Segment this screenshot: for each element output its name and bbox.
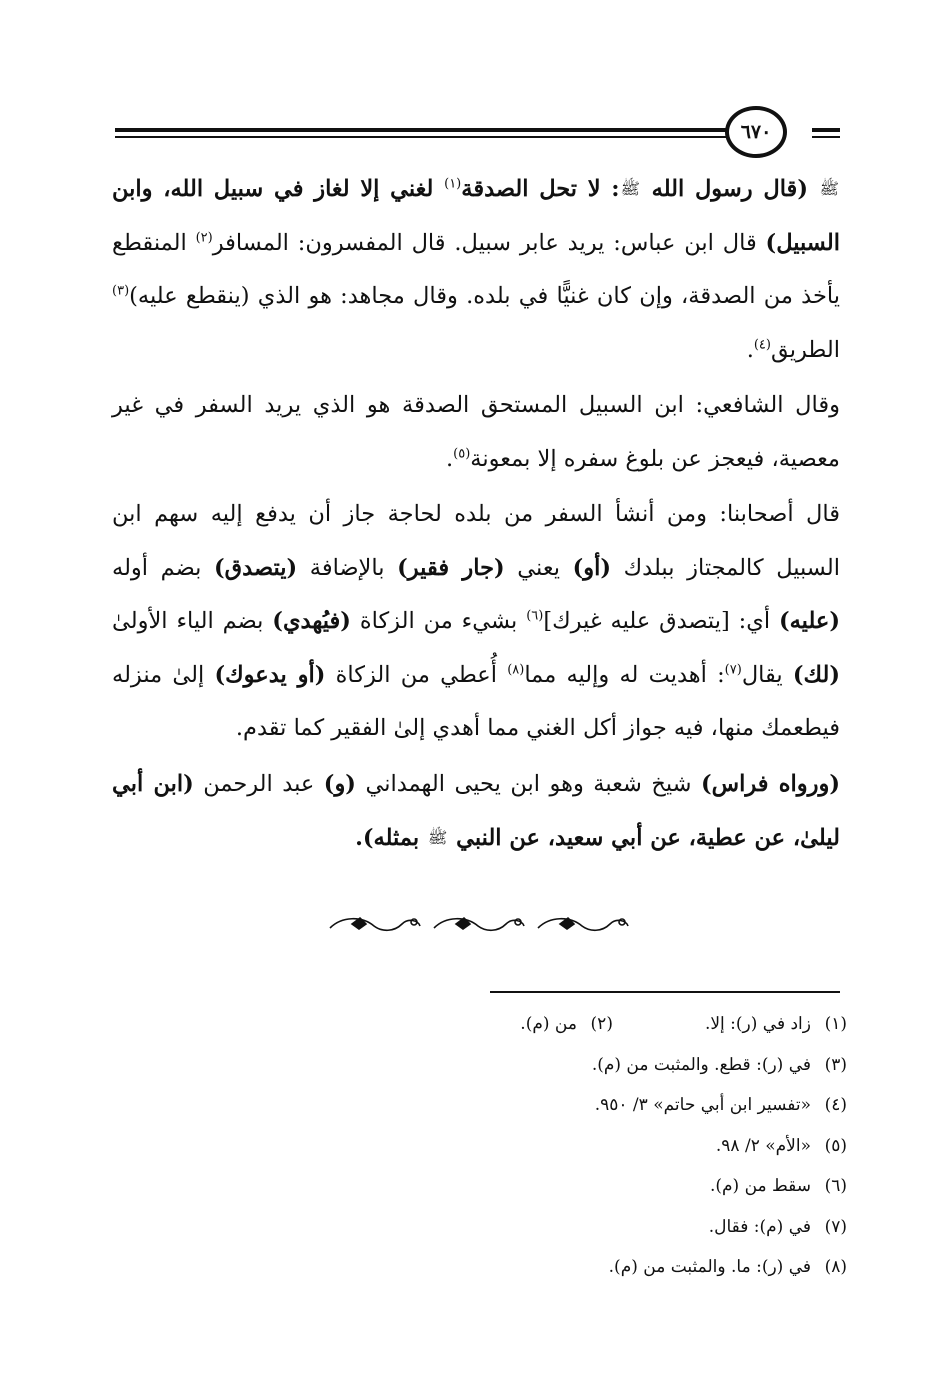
text-run: وقال الشافعي: ابن السبيل المستحق الصدقة هو الذي يريد السفر في غير معصية، فيعجز عن بلوغ سفره إلا بمعونة bbox=[112, 392, 840, 472]
footnote-text: في (م): فقال. bbox=[708, 1216, 811, 1237]
bold-text: لغني إلا لغاز في سبيل الله، وابن السبيل) bbox=[112, 176, 840, 256]
footnote-number: (٣) bbox=[824, 1054, 847, 1075]
footnote-text: في (ر): قطع. والمثبت من (م). bbox=[591, 1054, 811, 1075]
ornament-swirl-1 bbox=[330, 918, 420, 930]
footnote-row bbox=[367, 1085, 847, 1126]
bold-text: (فيُهدي) bbox=[272, 608, 351, 634]
ornament-swirl-3 bbox=[538, 918, 628, 930]
text-run: أُعطي من الزكاة bbox=[325, 661, 508, 688]
footnote-number: (٥) bbox=[824, 1135, 847, 1156]
footnote-number: (٦) bbox=[824, 1176, 847, 1196]
text-run: عبد الرحمن bbox=[193, 770, 324, 797]
text-run: شيخ شعبة وهو ابن يحيى الهمداني bbox=[355, 770, 702, 797]
footnote-row bbox=[367, 1166, 847, 1207]
footnote-text: «الأم» ٢/ ٩٨. bbox=[715, 1135, 811, 1156]
footnote-marker: (٥) bbox=[453, 446, 471, 461]
text-run: بشيء من الزكاة bbox=[350, 608, 527, 634]
text-run: أي: [يتصدق عليه غيرك] bbox=[543, 608, 779, 634]
footnote-number: (٤) bbox=[824, 1095, 847, 1115]
footnote-row bbox=[367, 1207, 847, 1248]
bold-text: (و) bbox=[323, 770, 356, 797]
bold-text: (أو يدعوك) bbox=[214, 661, 326, 688]
bold-text: (لك) bbox=[792, 661, 840, 688]
bold-text: (ورواه فراس) bbox=[701, 770, 841, 797]
footnote-marker: (٤) bbox=[753, 337, 771, 352]
paragraph bbox=[112, 488, 840, 756]
footnote-marker: (٢) bbox=[195, 230, 213, 245]
text-run: قال ابن عباس: يريد عابر سبيل. قال المفسرون: المسافر bbox=[212, 229, 766, 256]
header-thick-line bbox=[115, 128, 729, 132]
text-run: قال أصحابنا: ومن أنشأ السفر من بلده لحاجة جاز أن يدفع إليه سهم ابن السبيل كالمجتاز ببلدك bbox=[112, 501, 840, 581]
page-number: ٦٧٠ bbox=[725, 106, 787, 158]
bold-text: (أو) bbox=[572, 554, 612, 581]
text-run: بضم أوله bbox=[112, 554, 215, 581]
page-header bbox=[115, 104, 840, 164]
bold-text: (عليه) bbox=[778, 608, 840, 634]
text-run: . bbox=[446, 445, 454, 472]
footnote-row bbox=[367, 1045, 847, 1086]
text-run: إلىٰ منزله فيطعمك منها، فيه جواز أكل الغني مما أهدي إلىٰ الفقير كما تقدم. bbox=[112, 661, 840, 741]
text-run: . bbox=[746, 336, 754, 363]
ornament-swirl-2 bbox=[434, 918, 524, 930]
bold-text: بمثله). bbox=[355, 825, 427, 851]
footnote-row bbox=[367, 1247, 847, 1288]
footnote-row-1 bbox=[367, 1004, 847, 1045]
footnote-number: (٧) bbox=[824, 1216, 847, 1237]
footnote-text: زاد في (ر): إلا. bbox=[704, 1014, 811, 1034]
footnote-number: (١) bbox=[824, 1014, 847, 1034]
text-run: يعني bbox=[504, 554, 573, 581]
footnote-text: في (ر): ما. والمثبت من (م). bbox=[608, 1257, 811, 1277]
paragraph bbox=[112, 162, 840, 377]
footnote-number: (٨) bbox=[824, 1257, 847, 1277]
footnotes bbox=[367, 1004, 847, 1288]
footnote-marker: (٦) bbox=[526, 608, 544, 624]
footnote-marker: (١) bbox=[444, 176, 462, 192]
paragraph bbox=[112, 379, 840, 486]
footnote-number: (٢) bbox=[590, 1014, 613, 1034]
footnote-marker: (٧) bbox=[724, 662, 742, 677]
header-rule-tail bbox=[812, 128, 840, 138]
text-run: المنقطع يأخذ من الصدقة، وإن كان غنيًّا في بلده. وقال مجاهد: هو الذي (ينقطع عليه) bbox=[112, 229, 840, 309]
text-run: بضم الياء الأولىٰ bbox=[112, 608, 273, 634]
ornament-divider-icon bbox=[322, 910, 632, 938]
text-run: بالإضافة bbox=[297, 554, 398, 581]
footnote-gap bbox=[613, 1004, 705, 1045]
header-double-rule bbox=[115, 124, 729, 142]
bold-text: (يتصدق) bbox=[214, 554, 298, 581]
text-run: الطريق bbox=[770, 336, 840, 363]
footnote-marker: (٣) bbox=[112, 283, 130, 299]
footnote-marker: (٨) bbox=[507, 662, 525, 677]
bold-text: (جار فقير) bbox=[397, 554, 505, 581]
bold-text: (ابن أبي ليلىٰ، عن عطية، عن أبي سعيد، عن النبي bbox=[112, 770, 840, 851]
footnote-text: سقط من (م). bbox=[709, 1176, 811, 1196]
paragraph bbox=[112, 758, 840, 866]
honorific-glyph: ﷺ bbox=[819, 179, 839, 198]
footnote-row bbox=[367, 1126, 847, 1167]
text-run: يقال bbox=[741, 661, 793, 688]
bold-text: : لا تحل الصدقة bbox=[461, 176, 620, 202]
footnote-text: من (م). bbox=[520, 1014, 577, 1034]
footnote-text: «تفسير ابن أبي حاتم» ٣/ ٩٥٠. bbox=[594, 1095, 811, 1115]
bold-text: (قال رسول الله bbox=[640, 176, 819, 202]
honorific-glyph: ﷺ bbox=[620, 179, 640, 198]
honorific-glyph: ﷺ bbox=[427, 828, 448, 847]
main-text bbox=[112, 162, 840, 866]
text-run: : أهديت له وإليه مما bbox=[524, 661, 725, 688]
header-thin-line bbox=[115, 136, 729, 138]
footnote-separator bbox=[490, 991, 840, 993]
